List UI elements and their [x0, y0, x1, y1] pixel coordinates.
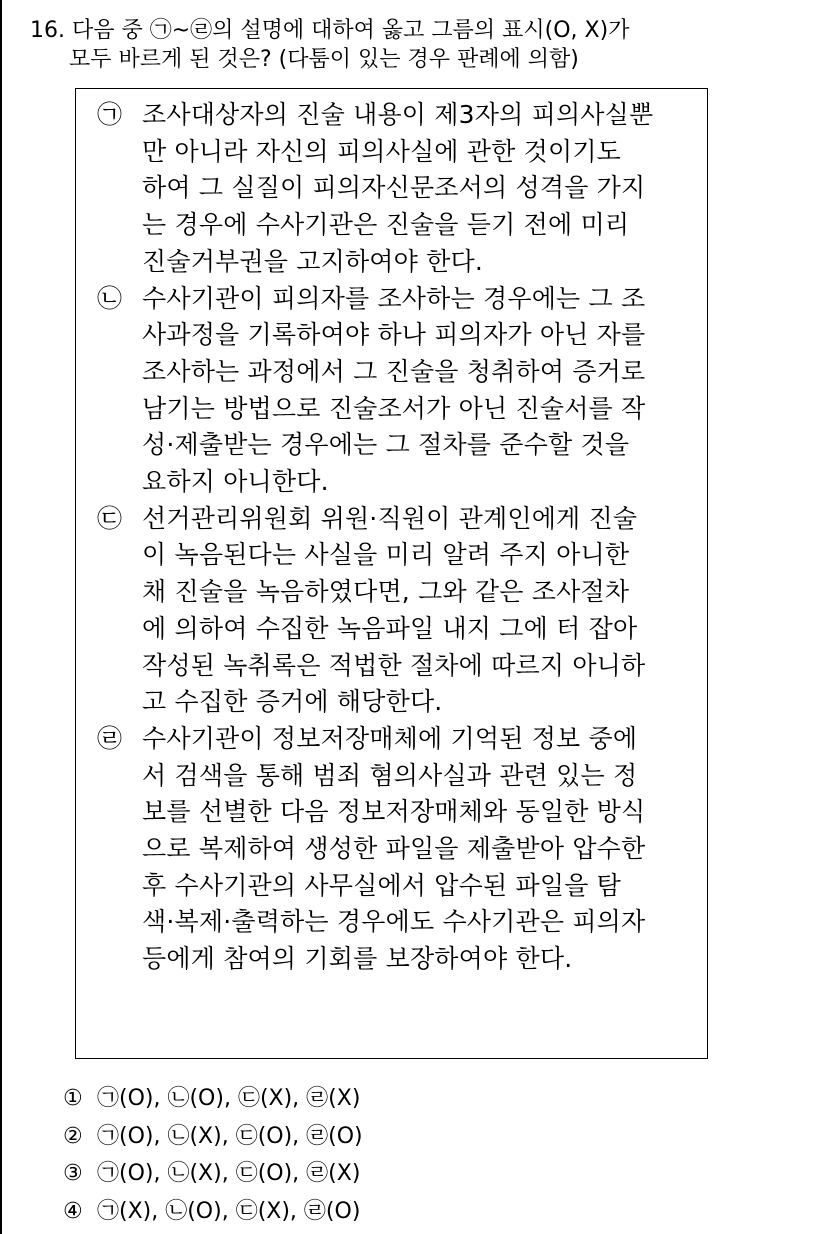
statement-line: 조사대상자의 진술 내용이 제3자의 피의사실뿐: [142, 100, 654, 129]
statement-marker: ㉡: [97, 283, 123, 313]
statement-line: 요하지 아니한다.: [142, 467, 329, 497]
statement-line: 진술거부권을 고지하여야 한다.: [142, 246, 483, 276]
statement-marker: ㉣: [97, 723, 123, 753]
statement-line: 에 의하여 수집한 녹음파일 내지 그에 터 잡아: [142, 613, 638, 643]
choice-number: ③: [63, 1161, 83, 1186]
question-line-1: 16. 다음 중 ㉠~㉣의 설명에 대하여 옳고 그름의 표시(O, X)가: [30, 18, 630, 43]
choice-text: ㉠(X), ㉡(O), ㉢(X), ㉣(O): [97, 1198, 361, 1224]
statement-line: 만 아니라 자신의 피의사실에 관한 것이기도: [142, 136, 622, 166]
answer-choice-2[interactable]: [63, 1118, 763, 1156]
left-border-rule: [0, 0, 2, 1234]
statement-line: 이 녹음된다는 사실을 미리 알려 주지 아니한: [142, 540, 630, 570]
statement-line: 수사기관이 피의자를 조사하는 경우에는 그 조: [142, 283, 646, 313]
statement-line: 으로 복제하여 생성한 파일을 제출받아 압수한: [142, 834, 646, 864]
statement-line: 조사하는 과정에서 그 진술을 청취하여 증거로: [142, 356, 646, 386]
statement-line: 서 검색을 통해 범죄 혐의사실과 관련 있는 정: [142, 760, 638, 790]
statement-line: 후 수사기관의 사무실에서 압수된 파일을 탐: [142, 870, 622, 900]
statement-line: 수사기관이 정보저장매체에 기억된 정보 중에: [142, 723, 638, 753]
statement-line: 작성된 녹취록은 적법한 절차에 따르지 아니하: [142, 650, 646, 680]
statement-line: 사과정을 기록하여야 하나 피의자가 아닌 자를: [142, 320, 646, 350]
statement-line: 등에게 참여의 기회를 보장하여야 한다.: [142, 944, 573, 974]
choice-number: ①: [63, 1086, 83, 1111]
choice-text: ㉠(O), ㉡(X), ㉢(O), ㉣(X): [97, 1161, 361, 1186]
answer-choice-1[interactable]: [63, 1080, 763, 1118]
statement-line: 고 수집한 증거에 해당한다.: [142, 687, 443, 717]
statement-marker: ㉠: [97, 100, 123, 129]
statement-line: 는 경우에 수사기관은 진술을 듣기 전에 미리: [142, 210, 630, 240]
statement-marker: ㉢: [97, 503, 123, 533]
statement-line: 보를 선별한 다음 정보저장매체와 동일한 방식: [142, 797, 646, 827]
statement-c: [97, 501, 697, 721]
question-line-2: 모두 바르게 된 것은? (다툼이 있는 경우 판례에 의함): [69, 47, 579, 72]
statement-line: 색·복제·출력하는 경우에도 수사기관은 피의자: [142, 907, 646, 937]
choice-text: ㉠(O), ㉡(O), ㉢(X), ㉣(X): [97, 1086, 361, 1111]
choice-number: ④: [63, 1198, 83, 1224]
statement-line: 선거관리위원회 위원·직원이 관계인에게 진술: [142, 503, 638, 533]
choice-text: ㉠(O), ㉡(X), ㉢(O), ㉣(O): [97, 1123, 363, 1149]
answer-choice-3[interactable]: [63, 1155, 763, 1193]
statement-d: [97, 721, 697, 978]
answer-choice-4[interactable]: [63, 1193, 763, 1231]
answer-choices: [63, 1080, 763, 1230]
statement-line: 성·제출받는 경우에는 그 절차를 준수할 것을: [142, 430, 630, 460]
choice-number: ②: [63, 1123, 83, 1149]
statement-line: 채 진술을 녹음하였다면, 그와 같은 조사절차: [142, 577, 630, 607]
question-stem: [30, 16, 810, 74]
statement-list: [97, 97, 697, 978]
statement-line: 남기는 방법으로 진술조서가 아닌 진술서를 작: [142, 393, 646, 423]
statement-a: [97, 97, 697, 281]
statement-line: 하여 그 실질이 피의자신문조서의 성격을 가지: [142, 173, 646, 203]
statement-b: [97, 281, 697, 501]
